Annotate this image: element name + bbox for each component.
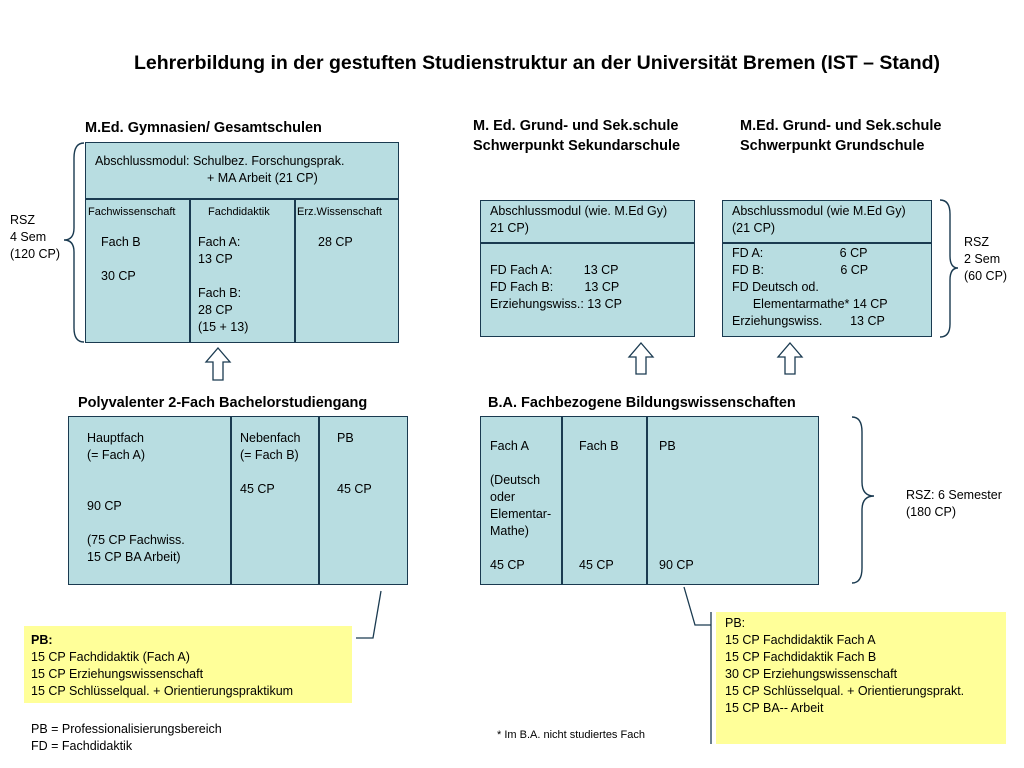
med-sek-bottom-text: FD Fach A: 13 CP FD Fach B: 13 CP Erziehungswiss.: 13 CP — [490, 263, 623, 311]
ba-bild-rsz: RSZ: 6 Semester (180 CP) — [906, 488, 1002, 519]
med-gym-abschluss-line2: + MA Arbeit (21 CP) — [207, 171, 318, 185]
med-gym-header: M.Ed. Gymnasien/ Gesamtschulen — [85, 120, 322, 136]
legend-fd: FD = Fachdidaktik — [31, 739, 133, 753]
med-sek-top-text: Abschlussmodul (wie. M.Ed Gy) 21 CP) — [490, 204, 668, 235]
ba-poly-hauptfach: Hauptfach (= Fach A) 90 CP (75 CP Fachwiss. 15 CP BA Arbeit) — [87, 431, 185, 564]
med-sek-header-line1: M. Ed. Grund- und Sek.schule — [473, 118, 679, 134]
med-grund-header-line1: M.Ed. Grund- und Sek.schule — [740, 118, 942, 134]
pb-left-text: 15 CP Fachdidaktik (Fach A) 15 CP Erziehungswissenschaft 15 CP Schlüsselqual. + Orientierungspraktikum — [31, 650, 294, 698]
med-gym-col3-text: 28 CP — [318, 235, 353, 249]
pb-right-heading: PB: — [725, 616, 746, 630]
ba-bild-fach-a: Fach A (Deutsch oder Elementar- Mathe) 45 CP — [490, 439, 552, 572]
ba-bild-pb: PB 90 CP — [659, 439, 694, 572]
med-grund-header-line2: Schwerpunkt Grundschule — [740, 138, 925, 154]
ba-bild-fach-b: Fach B 45 CP — [579, 439, 619, 572]
brace-med-gym — [64, 143, 84, 342]
pb-right-text: 15 CP Fachdidaktik Fach A 15 CP Fachdidaktik Fach B 30 CP Erziehungswissenschaft 15 CP Schlüsselqual. + Orientierungsprakt. 15 CP BA-- Arbeit — [725, 633, 965, 715]
legend-pb: PB = Professionalisierungsbereich — [31, 722, 222, 736]
med-gym-rsz: RSZ 4 Sem (120 CP) — [10, 213, 61, 261]
med-grund-bottom-text: FD A: 6 CP FD B: 6 CP FD Deutsch od. Elementarmathe* 14 CP Erziehungswiss. 13 CP — [732, 246, 888, 328]
connector-bild-pb — [684, 587, 711, 625]
med-grund-rsz: RSZ 2 Sem (60 CP) — [964, 235, 1008, 283]
brace-med-grund — [940, 200, 958, 337]
arrow-up-sek — [629, 343, 653, 374]
ba-poly-header: Polyvalenter 2-Fach Bachelorstudiengang — [78, 395, 368, 411]
med-gym-col-fachdidaktik: Fachdidaktik — [208, 206, 270, 218]
arrow-up-grund — [778, 343, 802, 374]
ba-bild-header: B.A. Fachbezogene Bildungswissenschaften — [488, 395, 796, 411]
med-gym-col1-text: Fach B 30 CP — [101, 235, 141, 283]
pb-left-heading: PB: — [31, 633, 53, 647]
med-sek-header-line2: Schwerpunkt Sekundarschule — [473, 138, 681, 154]
med-gym-abschluss-line1: Abschlussmodul: Schulbez. Forschungsprak. — [95, 154, 345, 168]
med-gym-col2-text: Fach A: 13 CP Fach B: 28 CP (15 + 13) — [198, 235, 249, 334]
connector-poly-pb — [356, 591, 381, 638]
footnote: * Im B.A. nicht studiertes Fach — [497, 729, 645, 741]
med-gym-col-erzwissenschaft: Erz.Wissenschaft — [297, 206, 382, 218]
ba-poly-pb: PB 45 CP — [337, 431, 372, 496]
med-gym-col-fachwissenschaft: Fachwissenschaft — [88, 206, 176, 218]
ba-poly-nebenfach: Nebenfach (= Fach B) 45 CP — [240, 431, 301, 496]
arrow-up-gym — [206, 348, 230, 380]
med-grund-top-text: Abschlussmodul (wie M.Ed Gy) (21 CP) — [732, 204, 906, 235]
page-title: Lehrerbildung in der gestuften Studienstruktur an der Universität Bremen (IST – Stand) — [133, 52, 941, 74]
brace-ba-bild — [852, 417, 874, 583]
